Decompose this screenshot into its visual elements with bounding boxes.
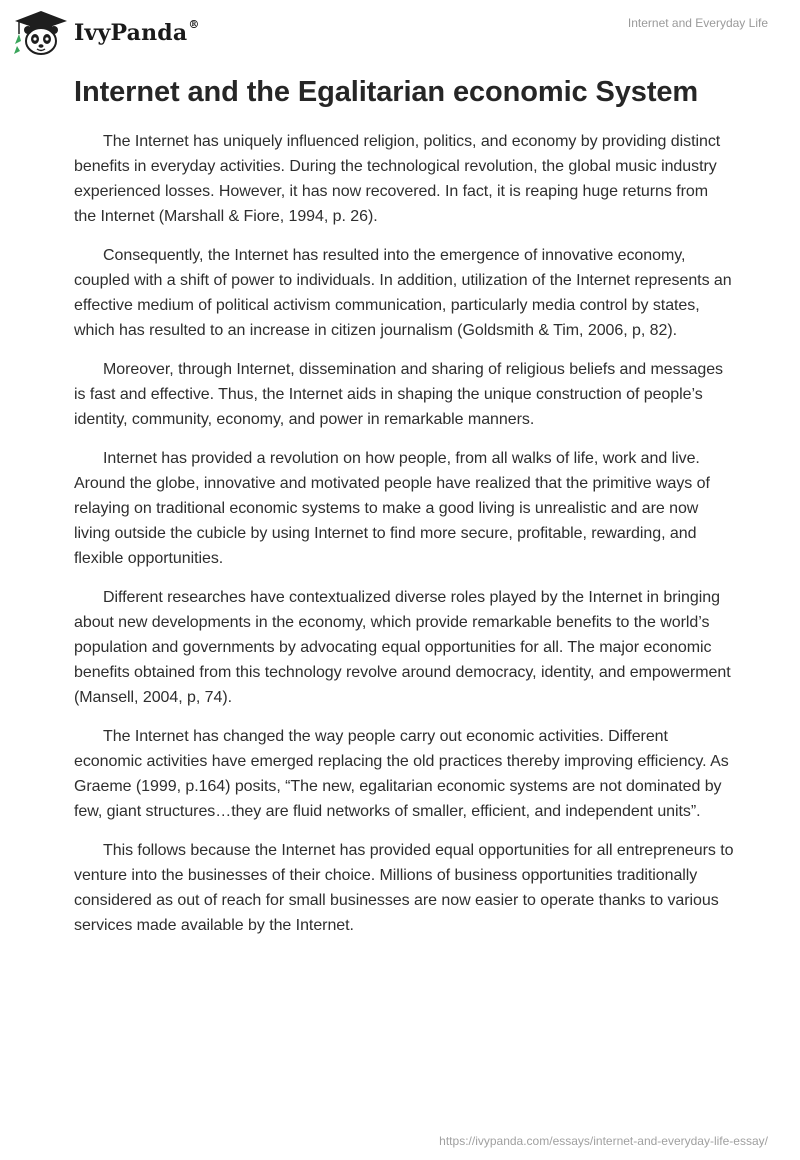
paragraph-6: The Internet has changed the way people carry out economic activities. Different economic activities have emerged replacing the old practices thereby improving efficiency. As Graeme (1999, p.164) posits, “The new, egalitarian economic systems are not dominated by few, giant structures…they are fluid networks of smaller, efficient, and independent units”. (74, 728, 729, 820)
paragraph-1: The Internet has uniquely influenced religion, politics, and economy by providing distinct benefits in everyday activities. During the technological revolution, the global music industry experienced losses. However, it has now recovered. In fact, it is reaping huge returns from the Internet (Marshall & Fiore, 1994, p. 26). (74, 133, 721, 225)
article (74, 74, 734, 952)
paragraph-2: Consequently, the Internet has resulted into the emergence of innovative economy, coupled with a shift of power to individuals. In addition, utilization of the Internet represents an effective medium of political activism communication, particularly media control by states, which has resulted to an increase in citizen journalism (Goldsmith & Tim, 2006, p, 82). (74, 247, 732, 339)
paragraph-7: This follows because the Internet has provided equal opportunities for all entrepreneurs to venture into the businesses of their choice. Millions of business opportunities traditionally considered as out of reach for small businesses are now easier to operate thanks to various services made available by the Internet. (74, 842, 734, 934)
document-title: Internet and Everyday Life (627, 16, 768, 30)
paragraph-4: Internet has provided a revolution on how people, from all walks of life, work and live. Around the globe, innovative and motivated people have realized that the primitive ways of relaying on traditional economic systems to make a good living is unrealistic and are now living outside the cubicle by using Internet to find more secure, profitable, rewarding, and flexible opportunities. (74, 450, 710, 567)
paragraph-3: Moreover, through Internet, dissemination and sharing of religious beliefs and messages is fast and effective. Thus, the Internet aids in shaping the unique construction of people’s identity, community, economy, and power in remarkable manners. (74, 361, 724, 428)
paragraph-5: Different researches have contextualized diverse roles played by the Internet in bringing about new developments in the economy, which provide remarkable benefits to the world’s population and governments by advocating equal opportunities for all. The major economic benefits obtained from this technology revolve around democracy, identity, and empowerment (Mansell, 2004, p, 74). (74, 589, 731, 706)
page-title: Internet and the Egalitarian economic System (74, 76, 699, 108)
page-header (0, 0, 800, 66)
brand-logo[interactable] (12, 8, 200, 58)
registered-mark: ® (188, 18, 200, 31)
panda-graduate-icon (12, 8, 70, 58)
brand-name: IvyPanda® (74, 18, 200, 46)
source-url-link[interactable]: https://ivypanda.com/essays/internet-and-everyday-life-essay/ (439, 1134, 768, 1148)
